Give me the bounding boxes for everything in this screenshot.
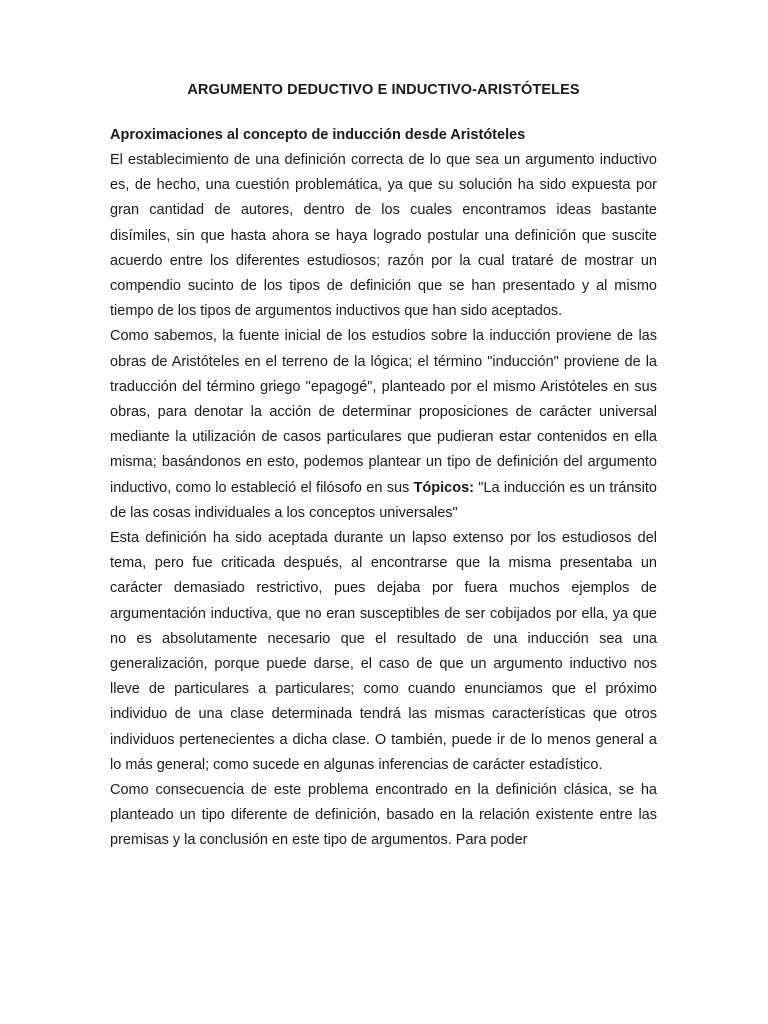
document-page [110,82,657,854]
paragraph-4: Como consecuencia de este problema encontrado en la definición clásica, se ha planteado un tipo diferente de definición, basado en la relación existente entre las premisas y la conclusión en este tipo de argumentos. Para poder [110,782,657,849]
paragraph-2-text-b: "La inducción es un tránsito de las cosas individuales a los conceptos universales" [110,479,657,521]
paragraph-2 [110,324,657,526]
paragraph-1: El establecimiento de una definición correcta de lo que sea un argumento inductivo es, de hecho, una cuestión problemática, ya que su solución ha sido expuesta por gran cantidad de autores, dentro de los cuales encontramos ideas bastante disímiles, sin que hasta ahora se haya logrado postular una definición que suscite acuerdo entre los diferentes estudiosos; razón por la cual trataré de mostrar un compendio sucinto de los tipos de definición que se han presentado y al mismo tiempo de los tipos de argumentos inductivos que han sido aceptados. [110,152,657,320]
document-title: ARGUMENTO DEDUCTIVO E INDUCTIVO-ARISTÓTELES [187,82,580,98]
paragraph-2-text-a: Como sabemos, la fuente inicial de los estudios sobre la inducción proviene de las obras de Aristóteles en el terreno de la lógica; el término "inducción" proviene de la traducción del término griego "epagogé", planteado por el mismo Aristóteles en sus obras, para denotar la acción de determinar proposiciones de carácter universal mediante la utilización de casos particulares que pudieran estar contenidos en ella misma; basándonos en esto, podemos plantear un tipo de definición del argumento inductivo, como lo estableció el filósofo en sus [110,328,657,496]
topicos-bold-term: Tópicos: [413,479,474,496]
section-subtitle: Aproximaciones al concepto de inducción desde Aristóteles [110,127,526,143]
paragraph-3: Esta definición ha sido aceptada durante un lapso extenso por los estudiosos del tema, pero fue criticada después, al encontrarse que la misma presentaba un carácter demasiado restrictivo, pues dejaba por fuera muchos ejemplos de argumentación inductiva, que no eran susceptibles de ser cobijados por ella, ya que no es absolutamente necesario que el resultado de una inducción sea una generalización, porque puede darse, el caso de que un argumento inductivo nos lleve de particulares a particulares; como cuando enunciamos que el próximo individuo de una clase determinada tendrá las mismas características que otros individuos pertenecientes a dicha clase. O también, puede ir de lo menos general a lo más general; como sucede en algunas inferencias de carácter estadístico. [110,530,657,773]
